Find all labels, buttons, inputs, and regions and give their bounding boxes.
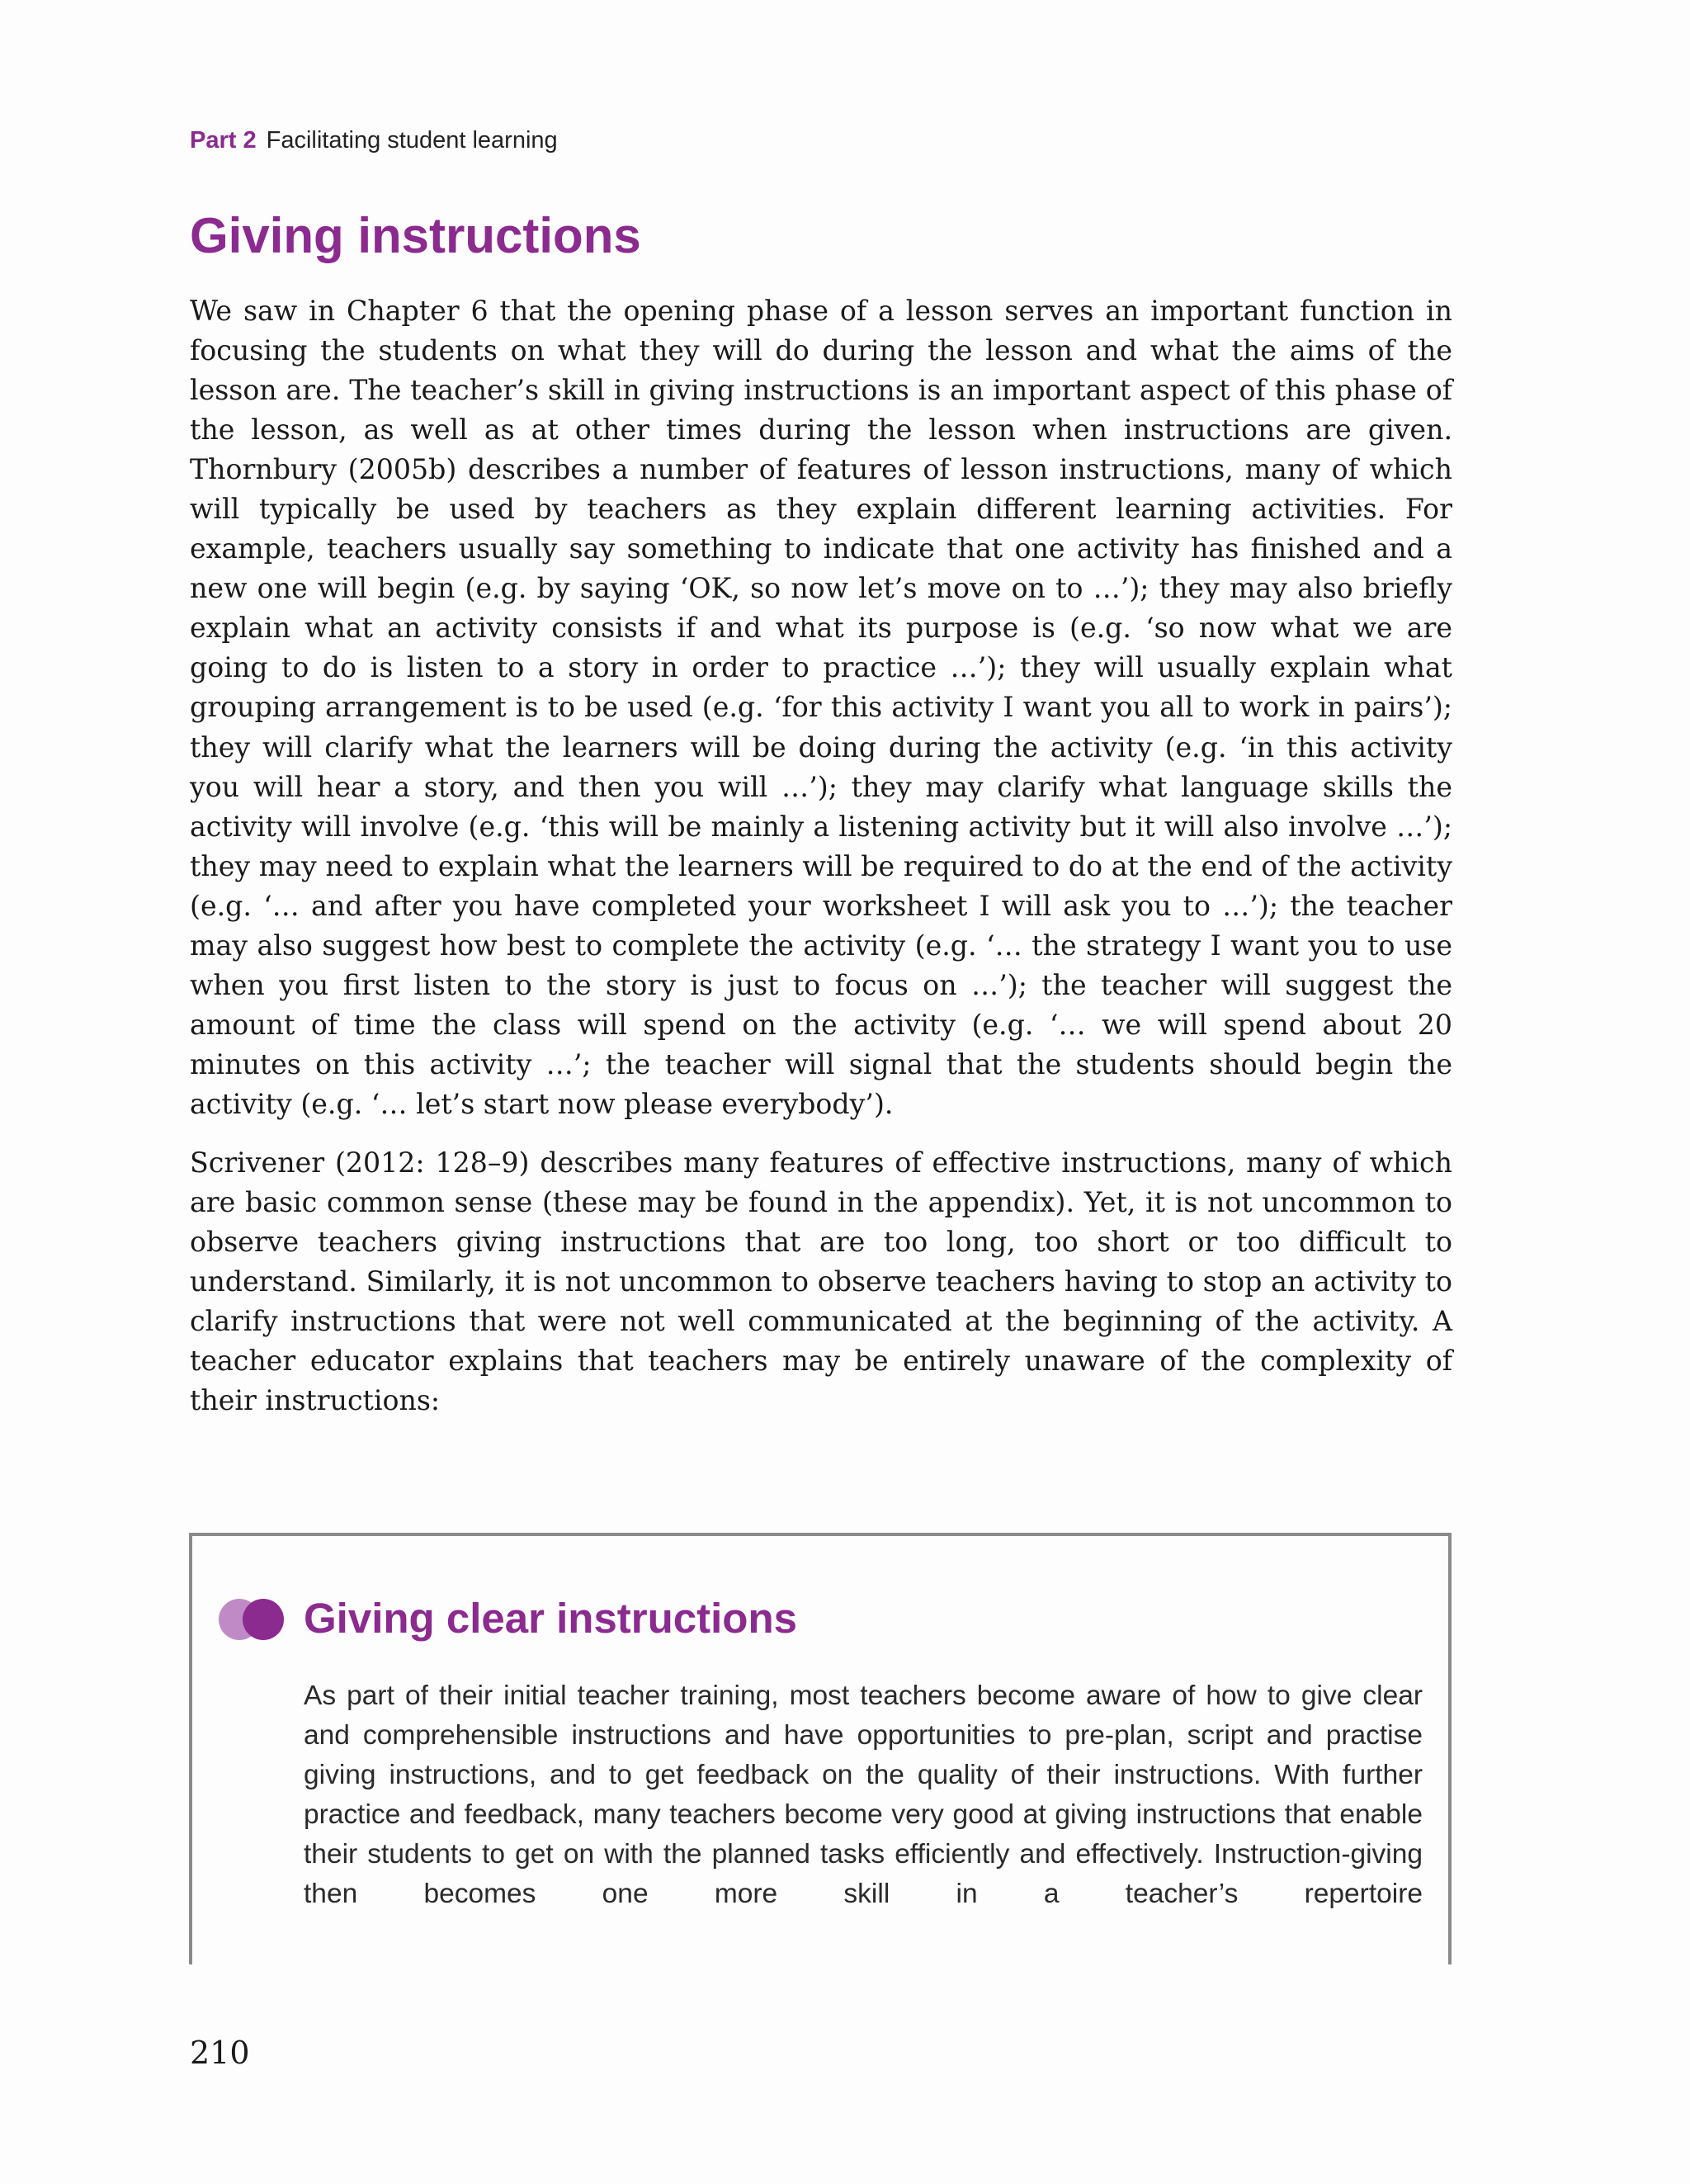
body-paragraph-1: We saw in Chapter 6 that the opening phase of a lesson serves an important function in focusing the students on what they will do during the lesson and what the aims of the lesson are. The teacher’s skill in giving instructions is an important aspect of this phase of the lesson, as well as at other times during the lesson when instructions are given. Thornbury (2005b) describes a number of features of lesson instructions, many of which will typically be used by teachers as they explain different learning activities. For example, teachers usually say something to indicate that one activity has finished and a new one will begin (e.g. by saying ‘OK, so now let’s move on to …’); they may also briefly explain what an activity consists if and what its purpose is (e.g. ‘so now what we are going to do is listen to a story in order to practice …’); they will usually explain what grouping arrangement is to be used (e.g. ‘for this activity I want you all to work in pairs’); they will clarify what the learners will be doing during the activity (e.g. ‘in this activity you will hear a story, and then you will …’); they may clarify what language skills the activity will involve (e.g. ‘this will be mainly a listening activity but it will also involve …’); they may need to explain what the learners will be required to do at the end of the activity (e.g. ‘… and after you have completed your worksheet I will ask you to …’); the teacher may also suggest how best to complete the activity (e.g. ‘… the strategy I want you to use when you first listen to the story is just to focus on …’); the teacher will suggest the amount of time the class will spend on the activity (e.g. ‘… we will spend about 20 minutes on this activity …’; the teacher will signal that the students should begin the activity (e.g. ‘… let’s start now please everybody’). [190,295,1452,1120]
running-head [190,127,558,154]
part-title: Facilitating student learning [266,127,558,154]
two-overlapping-circles-icon [218,1597,287,1642]
page-number: 210 [190,2035,250,2071]
body-paragraph-2: Scrivener (2012: 128–9) describes many features of effective instructions, many of which are basic common sense (these may be found in the appendix). Yet, it is not uncommon to observe teachers giving instructions that are too long, too short or too difficult to understand. Similarly, it is not uncommon to observe teachers having to stop an activity to clarify instructions that were not well communicated at the beginning of the activity. A teacher educator explains that teachers may be entirely unaware of the complexity of their instructions: [190,1146,1452,1417]
box-text: As part of their initial teacher training, most teachers become aware of how to give clear and comprehensible instructions and have opportunities to pre-plan, script and practise giving instructions, and to get feedback on the quality of their instructions. With further practice and feedback, many teachers become very good at giving instructions that enable their students to get on with the planned tasks efficiently and effectively. Instruction-giving then becomes one more skill in a teacher’s repertoire [304,1681,1423,1909]
box-title: Giving clear instructions [304,1595,797,1642]
section-title: Giving instructions [190,208,641,263]
part-label: Part 2 [190,127,257,154]
